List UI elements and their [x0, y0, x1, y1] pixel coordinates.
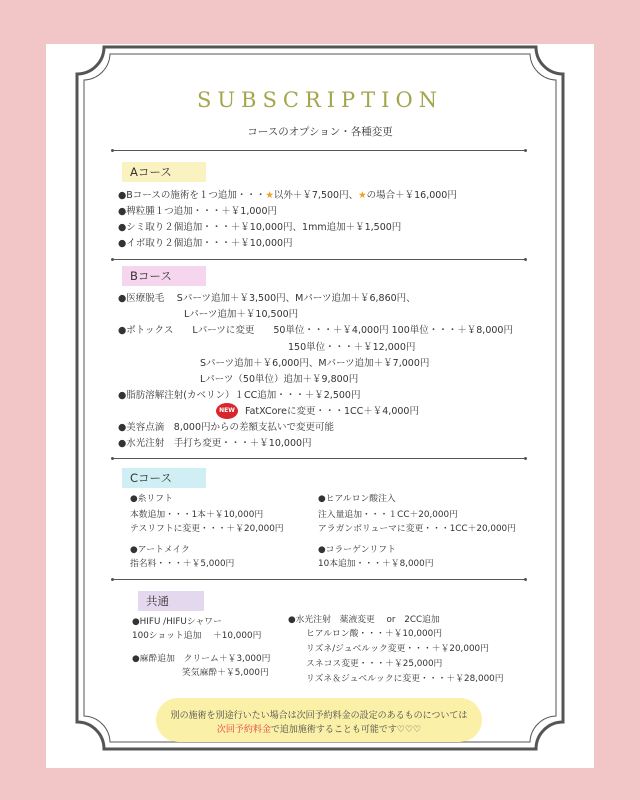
section-c-left-line: ●アートメイク [130, 545, 190, 555]
section-b-line: ●医療脱毛 Sパーツ追加＋￥3,500円、Mパーツ追加＋￥6,860円、 [118, 293, 416, 304]
section-c-right-line: アラガンボリューマに変更・・・1CC＋20,000円 [318, 524, 516, 534]
section-common-tag: 共通 [138, 591, 204, 611]
divider [112, 458, 526, 459]
section-c-right-line: 注入量追加・・・１CC＋20,000円 [318, 510, 458, 520]
section-b-line: ●脂肪溶解注射(カベリン）１CC追加・・・＋￥2,500円 [118, 390, 361, 401]
section-common-left-line: 笑気麻酔＋￥5,000円 [182, 668, 269, 678]
star-icon: ★ [265, 190, 274, 201]
footnote-line-1: 別の施術を別途行いたい場合は次回予約料金の設定のあるものについては [170, 711, 468, 721]
section-c-right-line: ●ヒアルロン酸注入 [318, 494, 396, 504]
divider [112, 259, 526, 260]
section-b-line: Lパーツ（50単位）追加＋￥9,800円 [200, 374, 359, 385]
section-c-left-line: 指名料・・・＋￥5,000円 [130, 559, 235, 569]
section-b-line: Sパーツ追加＋￥6,000円、Mパーツ追加＋￥7,000円 [200, 358, 430, 369]
section-common-right-line: リズネ＆ジュベルックに変更・・・＋￥28,000円 [306, 674, 504, 684]
section-common-right-line: ●水光注射 薬液変更 or 2CC追加 [288, 615, 440, 625]
section-b-line: Lパーツ追加＋￥10,500円 [184, 309, 299, 320]
page-title: SUBSCRIPTION [196, 88, 444, 112]
page-subtitle: コースのオプション・各種変更 [247, 126, 393, 138]
new-badge-icon: NEW [216, 403, 238, 419]
section-b-line: ●ボトックス Lパーツに変更 50単位・・・＋￥4,000円 100単位・・・＋￥8,000円 [118, 325, 513, 336]
divider [112, 150, 526, 151]
section-b-tag: Bコース [122, 266, 206, 286]
divider [112, 579, 526, 580]
section-a-line: ●稗粒腫１つ追加・・・＋￥1,000円 [118, 206, 277, 217]
footnote-line-2: 次回予約料金で追加施術することも可能です♡♡♡ [216, 725, 422, 735]
section-a-line-1: ●Bコースの施術を１つ追加・・・★以外＋￥7,500円、★の場合＋￥16,000円 [118, 190, 457, 201]
section-c-right-line: ●コラーゲンリフト [318, 545, 396, 555]
star-icon: ★ [358, 190, 367, 201]
section-c-left-line: 本数追加・・・1本＋￥10,000円 [130, 510, 264, 520]
section-c-right-line: 10本追加・・・＋￥8,000円 [318, 559, 434, 569]
section-b-line: 150単位・・・＋￥12,000円 [288, 342, 416, 353]
section-c-left-line: テスリフトに変更・・・＋￥20,000円 [130, 524, 284, 534]
section-c-tag: Cコース [122, 468, 206, 488]
section-a-line: ●イボ取り２個追加・・・＋￥10,000円 [118, 238, 293, 249]
section-common-left-line: ●麻酔追加 クリーム＋￥3,000円 [132, 654, 271, 664]
section-a-line: ●シミ取り２個追加・・・＋￥10,000円、1mm追加＋￥1,500円 [118, 222, 402, 233]
section-b-line: ●水光注射 手打ち変更・・・＋￥10,000円 [118, 438, 312, 449]
section-common-left-line: 100ショット追加 ＋10,000円 [132, 631, 262, 641]
section-b-line: FatXCoreに変更・・・1CC＋￥4,000円 [245, 406, 419, 417]
section-common-left-line: ●HIFU /HIFUシャワー [132, 617, 222, 627]
section-b-line: ●美容点滴 8,000円からの差額支払いで変更可能 [118, 422, 334, 433]
section-common-right-line: スネコス変更・・・＋￥25,000円 [306, 659, 443, 669]
section-common-right-line: ヒアルロン酸・・・＋￥10,000円 [306, 629, 442, 639]
footnote-box [156, 698, 482, 742]
section-c-left-line: ●糸リフト [130, 494, 173, 504]
section-common-right-line: リズネ/ジュベルック変更・・・＋￥20,000円 [306, 644, 489, 654]
section-a-tag: Aコース [122, 162, 206, 182]
